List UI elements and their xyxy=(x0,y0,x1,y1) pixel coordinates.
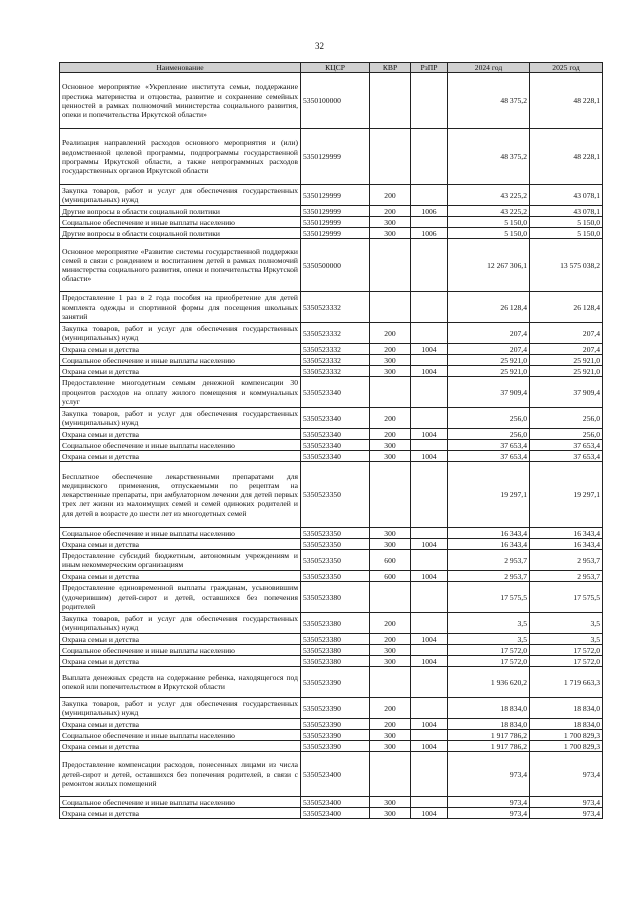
column-header-name: Наименование xyxy=(60,63,301,73)
table-row xyxy=(60,451,603,462)
cell-kcsr: 5350523340 xyxy=(301,440,370,451)
table-row xyxy=(60,129,603,185)
cell-rzpr xyxy=(411,698,448,719)
cell-2024: 26 128,4 xyxy=(448,292,530,323)
cell-name: Закупка товаров, работ и услуг для обеспечения государственных (муниципальных) нужд xyxy=(60,698,301,719)
cell-2025: 18 834,0 xyxy=(530,698,603,719)
cell-kcsr: 5350523400 xyxy=(301,808,370,819)
cell-2024: 17 575,5 xyxy=(448,582,530,613)
table-row xyxy=(60,292,603,323)
cell-2025: 207,4 xyxy=(530,344,603,355)
cell-2024: 18 834,0 xyxy=(448,719,530,730)
cell-rzpr xyxy=(411,613,448,634)
cell-2024: 16 343,4 xyxy=(448,528,530,539)
cell-name: Охрана семьи и детства xyxy=(60,634,301,645)
table-row xyxy=(60,634,603,645)
cell-kcsr: 5350523380 xyxy=(301,613,370,634)
cell-kcsr: 5350523390 xyxy=(301,719,370,730)
cell-2024: 5 150,0 xyxy=(448,217,530,228)
cell-kvr xyxy=(370,377,411,408)
cell-kcsr: 5350523400 xyxy=(301,752,370,797)
cell-rzpr xyxy=(411,645,448,656)
column-header-rzpr: РзПР xyxy=(411,63,448,73)
cell-name: Социальное обеспечение и иные выплаты населению xyxy=(60,355,301,366)
cell-rzpr xyxy=(411,440,448,451)
cell-2024: 43 225,2 xyxy=(448,185,530,206)
cell-2024: 207,4 xyxy=(448,344,530,355)
cell-name: Закупка товаров, работ и услуг для обеспечения государственных (муниципальных) нужд xyxy=(60,408,301,429)
cell-2024: 37 653,4 xyxy=(448,451,530,462)
cell-2024: 2 953,7 xyxy=(448,550,530,571)
cell-rzpr xyxy=(411,73,448,129)
cell-2024: 16 343,4 xyxy=(448,539,530,550)
cell-rzpr xyxy=(411,355,448,366)
cell-name: Охрана семьи и детства xyxy=(60,366,301,377)
cell-2025: 25 921,0 xyxy=(530,366,603,377)
cell-kcsr: 5350523332 xyxy=(301,292,370,323)
table-row xyxy=(60,797,603,808)
cell-kvr: 200 xyxy=(370,344,411,355)
cell-kvr: 200 xyxy=(370,698,411,719)
cell-kvr: 300 xyxy=(370,741,411,752)
cell-kcsr: 5350523340 xyxy=(301,377,370,408)
cell-kcsr: 5350523350 xyxy=(301,571,370,582)
cell-kvr: 300 xyxy=(370,355,411,366)
table-row xyxy=(60,185,603,206)
cell-rzpr xyxy=(411,667,448,698)
cell-name: Социальное обеспечение и иные выплаты населению xyxy=(60,797,301,808)
cell-rzpr xyxy=(411,129,448,185)
cell-2025: 3,5 xyxy=(530,634,603,645)
table-row xyxy=(60,344,603,355)
cell-2024: 43 225,2 xyxy=(448,206,530,217)
cell-kvr xyxy=(370,752,411,797)
cell-2025: 43 078,1 xyxy=(530,206,603,217)
cell-name: Социальное обеспечение и иные выплаты населению xyxy=(60,730,301,741)
table-row xyxy=(60,323,603,344)
cell-2025: 207,4 xyxy=(530,323,603,344)
cell-kvr xyxy=(370,462,411,528)
cell-kvr: 300 xyxy=(370,440,411,451)
cell-kcsr: 5350523400 xyxy=(301,797,370,808)
cell-kvr: 300 xyxy=(370,228,411,239)
cell-kvr xyxy=(370,582,411,613)
cell-2025: 3,5 xyxy=(530,613,603,634)
cell-kvr: 600 xyxy=(370,550,411,571)
table-row xyxy=(60,550,603,571)
cell-2024: 973,4 xyxy=(448,808,530,819)
cell-2024: 1 917 786,2 xyxy=(448,730,530,741)
cell-rzpr: 1004 xyxy=(411,366,448,377)
cell-rzpr: 1004 xyxy=(411,719,448,730)
cell-kcsr: 5350523350 xyxy=(301,462,370,528)
cell-rzpr xyxy=(411,462,448,528)
cell-kcsr: 5350523350 xyxy=(301,550,370,571)
cell-name: Социальное обеспечение и иные выплаты населению xyxy=(60,217,301,228)
cell-kcsr: 5350129999 xyxy=(301,217,370,228)
cell-name: Охрана семьи и детства xyxy=(60,808,301,819)
cell-2025: 17 575,5 xyxy=(530,582,603,613)
cell-2025: 19 297,1 xyxy=(530,462,603,528)
cell-2025: 1 700 829,3 xyxy=(530,730,603,741)
cell-kvr: 300 xyxy=(370,539,411,550)
cell-rzpr xyxy=(411,550,448,571)
cell-kvr: 300 xyxy=(370,217,411,228)
cell-kvr: 300 xyxy=(370,645,411,656)
cell-2025: 17 572,0 xyxy=(530,645,603,656)
table-row xyxy=(60,656,603,667)
cell-rzpr: 1004 xyxy=(411,571,448,582)
cell-2024: 5 150,0 xyxy=(448,228,530,239)
table-row xyxy=(60,73,603,129)
cell-name: Основное мероприятие «Укрепление института семьи, поддержание престижа материнства и отцовства, развитие и сохранение семейных ценностей в рамках полномочий министерства социального развития, опеки и попечительства Иркутской области» xyxy=(60,73,301,129)
cell-2025: 17 572,0 xyxy=(530,656,603,667)
cell-2025: 5 150,0 xyxy=(530,217,603,228)
table-row xyxy=(60,730,603,741)
cell-name: Социальное обеспечение и иные выплаты населению xyxy=(60,440,301,451)
column-header-kvr: КВР xyxy=(370,63,411,73)
cell-kvr: 300 xyxy=(370,656,411,667)
cell-kvr: 300 xyxy=(370,366,411,377)
cell-2024: 18 834,0 xyxy=(448,698,530,719)
cell-name: Закупка товаров, работ и услуг для обеспечения государственных (муниципальных) нужд xyxy=(60,323,301,344)
cell-rzpr: 1004 xyxy=(411,808,448,819)
cell-2025: 37 653,4 xyxy=(530,451,603,462)
cell-2024: 3,5 xyxy=(448,634,530,645)
cell-kcsr: 5350523390 xyxy=(301,741,370,752)
cell-rzpr xyxy=(411,528,448,539)
cell-kcsr: 5350129999 xyxy=(301,185,370,206)
cell-rzpr xyxy=(411,185,448,206)
cell-rzpr: 1004 xyxy=(411,656,448,667)
cell-kcsr: 5350523332 xyxy=(301,355,370,366)
table-row xyxy=(60,440,603,451)
cell-2024: 25 921,0 xyxy=(448,366,530,377)
cell-2024: 1 917 786,2 xyxy=(448,741,530,752)
cell-2025: 1 700 829,3 xyxy=(530,741,603,752)
cell-2024: 256,0 xyxy=(448,429,530,440)
cell-2025: 26 128,4 xyxy=(530,292,603,323)
cell-2025: 1 719 663,3 xyxy=(530,667,603,698)
cell-name: Охрана семьи и детства xyxy=(60,719,301,730)
cell-2025: 48 228,1 xyxy=(530,73,603,129)
table-row xyxy=(60,429,603,440)
cell-rzpr: 1004 xyxy=(411,429,448,440)
cell-2025: 16 343,4 xyxy=(530,528,603,539)
cell-kvr: 200 xyxy=(370,719,411,730)
cell-kvr: 200 xyxy=(370,185,411,206)
cell-name: Закупка товаров, работ и услуг для обеспечения государственных (муниципальных) нужд xyxy=(60,613,301,634)
cell-rzpr xyxy=(411,582,448,613)
cell-2024: 17 572,0 xyxy=(448,645,530,656)
page-number: 32 xyxy=(315,41,324,51)
cell-rzpr xyxy=(411,323,448,344)
cell-2024: 48 375,2 xyxy=(448,129,530,185)
table-row xyxy=(60,206,603,217)
cell-rzpr xyxy=(411,377,448,408)
cell-2024: 256,0 xyxy=(448,408,530,429)
cell-name: Другие вопросы в области социальной политики xyxy=(60,228,301,239)
cell-kcsr: 5350523390 xyxy=(301,667,370,698)
cell-kcsr: 5350523350 xyxy=(301,539,370,550)
cell-rzpr: 1004 xyxy=(411,344,448,355)
cell-2025: 256,0 xyxy=(530,429,603,440)
table-row xyxy=(60,582,603,613)
cell-kcsr: 5350500000 xyxy=(301,239,370,292)
table-row xyxy=(60,408,603,429)
budget-table xyxy=(59,62,603,819)
cell-kvr: 300 xyxy=(370,808,411,819)
table-row xyxy=(60,719,603,730)
cell-name: Выплата денежных средств на содержание ребенка, находящегося под опекой или попечительством в Иркутской области xyxy=(60,667,301,698)
cell-kvr: 600 xyxy=(370,571,411,582)
cell-2024: 19 297,1 xyxy=(448,462,530,528)
cell-kcsr: 5350523332 xyxy=(301,366,370,377)
cell-kcsr: 5350523380 xyxy=(301,656,370,667)
cell-kcsr: 5350523350 xyxy=(301,528,370,539)
cell-2024: 17 572,0 xyxy=(448,656,530,667)
cell-name: Закупка товаров, работ и услуг для обеспечения государственных (муниципальных) нужд xyxy=(60,185,301,206)
cell-name: Охрана семьи и детства xyxy=(60,539,301,550)
column-header-2024: 2024 год xyxy=(448,63,530,73)
cell-name: Реализация направлений расходов основного мероприятия и (или) ведомственной целевой программы, подпрограммы государственной программы Иркутской области, а также непрограммных расходов государственных органов Иркутской области xyxy=(60,129,301,185)
cell-2025: 16 343,4 xyxy=(530,539,603,550)
cell-2025: 973,4 xyxy=(530,752,603,797)
cell-name: Бесплатное обеспечение лекарственными препаратами для медицинского применения, отпускаемыми по рецептам на лекарственные препараты, при амбулаторном лечении для детей первых трех лет жизни из малоимущих семей и семей одиноких родителей и для детей в возрасте до шести лет из многодетных семей xyxy=(60,462,301,528)
cell-kcsr: 5350523340 xyxy=(301,408,370,429)
cell-rzpr: 1006 xyxy=(411,228,448,239)
table-row xyxy=(60,377,603,408)
cell-2025: 5 150,0 xyxy=(530,228,603,239)
cell-kcsr: 5350523380 xyxy=(301,582,370,613)
cell-name: Основное мероприятие «Развитие системы государственной поддержки семей в связи с рождением и воспитанием детей в рамках полномочий министерства социального развития, опеки и попечительства Иркутской области» xyxy=(60,239,301,292)
cell-kvr: 200 xyxy=(370,634,411,645)
cell-2024: 48 375,2 xyxy=(448,73,530,129)
table-header-row xyxy=(60,63,603,73)
cell-kcsr: 5350523332 xyxy=(301,323,370,344)
cell-2025: 25 921,0 xyxy=(530,355,603,366)
cell-kvr: 300 xyxy=(370,451,411,462)
cell-rzpr: 1004 xyxy=(411,539,448,550)
table-row xyxy=(60,539,603,550)
table-row xyxy=(60,645,603,656)
cell-name: Охрана семьи и детства xyxy=(60,571,301,582)
table-row xyxy=(60,571,603,582)
cell-2024: 2 953,7 xyxy=(448,571,530,582)
cell-rzpr: 1004 xyxy=(411,634,448,645)
cell-2025: 973,4 xyxy=(530,797,603,808)
cell-2025: 2 953,7 xyxy=(530,571,603,582)
cell-name: Охрана семьи и детства xyxy=(60,451,301,462)
cell-rzpr xyxy=(411,292,448,323)
cell-kcsr: 5350129999 xyxy=(301,206,370,217)
cell-kvr: 200 xyxy=(370,206,411,217)
cell-2025: 37 909,4 xyxy=(530,377,603,408)
cell-rzpr xyxy=(411,752,448,797)
table-row xyxy=(60,239,603,292)
cell-2024: 973,4 xyxy=(448,752,530,797)
cell-kcsr: 5350523380 xyxy=(301,645,370,656)
cell-2024: 12 267 306,1 xyxy=(448,239,530,292)
cell-2025: 973,4 xyxy=(530,808,603,819)
cell-kcsr: 5350129999 xyxy=(301,228,370,239)
cell-2025: 18 834,0 xyxy=(530,719,603,730)
table-row xyxy=(60,808,603,819)
cell-kvr: 200 xyxy=(370,408,411,429)
cell-name: Охрана семьи и детства xyxy=(60,741,301,752)
cell-rzpr: 1004 xyxy=(411,451,448,462)
cell-kvr xyxy=(370,239,411,292)
cell-kcsr: 5350523340 xyxy=(301,451,370,462)
cell-2024: 207,4 xyxy=(448,323,530,344)
cell-kvr: 300 xyxy=(370,528,411,539)
cell-2024: 37 909,4 xyxy=(448,377,530,408)
cell-2025: 13 575 038,2 xyxy=(530,239,603,292)
table-row xyxy=(60,217,603,228)
column-header-2025: 2025 год xyxy=(530,63,603,73)
cell-name: Предоставление субсидий бюджетным, автономным учреждениям и иным некоммерческим организациям xyxy=(60,550,301,571)
cell-2024: 973,4 xyxy=(448,797,530,808)
cell-name: Предоставление компенсации расходов, понесенных лицами из числа детей-сирот и детей, оставшихся без попечения родителей, в связи с ремонтом жилых помещений xyxy=(60,752,301,797)
cell-kvr: 300 xyxy=(370,730,411,741)
cell-name: Социальное обеспечение и иные выплаты населению xyxy=(60,645,301,656)
cell-kcsr: 5350523390 xyxy=(301,730,370,741)
table-row xyxy=(60,613,603,634)
cell-rzpr xyxy=(411,797,448,808)
cell-kvr: 200 xyxy=(370,429,411,440)
cell-2025: 37 653,4 xyxy=(530,440,603,451)
cell-rzpr xyxy=(411,730,448,741)
cell-2024: 37 653,4 xyxy=(448,440,530,451)
cell-2024: 3,5 xyxy=(448,613,530,634)
column-header-kcsr: КЦСР xyxy=(301,63,370,73)
table-row xyxy=(60,741,603,752)
cell-kvr xyxy=(370,292,411,323)
cell-name: Охрана семьи и детства xyxy=(60,656,301,667)
table-body xyxy=(60,73,603,819)
cell-2025: 48 228,1 xyxy=(530,129,603,185)
cell-2025: 2 953,7 xyxy=(530,550,603,571)
cell-kvr xyxy=(370,667,411,698)
table-row xyxy=(60,228,603,239)
cell-name: Предоставление 1 раз в 2 года пособия на приобретение для детей комплекта одежды и спортивной формы для посещения школьных занятий xyxy=(60,292,301,323)
cell-2025: 256,0 xyxy=(530,408,603,429)
table-row xyxy=(60,667,603,698)
cell-kvr: 200 xyxy=(370,613,411,634)
cell-name: Предоставление единовременной выплаты гражданам, усыновившим (удочерившим) детей-сирот и детей, оставшихся без попечения родителей xyxy=(60,582,301,613)
cell-kvr: 200 xyxy=(370,323,411,344)
cell-name: Охрана семьи и детства xyxy=(60,429,301,440)
cell-kvr xyxy=(370,73,411,129)
cell-name: Социальное обеспечение и иные выплаты населению xyxy=(60,528,301,539)
cell-kcsr: 5350523390 xyxy=(301,698,370,719)
cell-kcsr: 5350523340 xyxy=(301,429,370,440)
cell-name: Предоставление многодетным семьям денежной компенсации 30 процентов расходов на оплату жилого помещения и коммунальных услуг xyxy=(60,377,301,408)
cell-kvr: 300 xyxy=(370,797,411,808)
cell-kvr xyxy=(370,129,411,185)
cell-rzpr xyxy=(411,217,448,228)
cell-2024: 1 936 620,2 xyxy=(448,667,530,698)
table-row xyxy=(60,752,603,797)
table-row xyxy=(60,462,603,528)
cell-rzpr: 1006 xyxy=(411,206,448,217)
cell-kcsr: 5350129999 xyxy=(301,129,370,185)
cell-2024: 25 921,0 xyxy=(448,355,530,366)
cell-kcsr: 5350523332 xyxy=(301,344,370,355)
table-row xyxy=(60,366,603,377)
cell-name: Другие вопросы в области социальной политики xyxy=(60,206,301,217)
cell-rzpr xyxy=(411,408,448,429)
cell-rzpr xyxy=(411,239,448,292)
cell-kcsr: 5350523380 xyxy=(301,634,370,645)
table-row xyxy=(60,355,603,366)
cell-2025: 43 078,1 xyxy=(530,185,603,206)
table-row xyxy=(60,698,603,719)
cell-name: Охрана семьи и детства xyxy=(60,344,301,355)
cell-rzpr: 1004 xyxy=(411,741,448,752)
table-row xyxy=(60,528,603,539)
cell-kcsr: 5350100000 xyxy=(301,73,370,129)
